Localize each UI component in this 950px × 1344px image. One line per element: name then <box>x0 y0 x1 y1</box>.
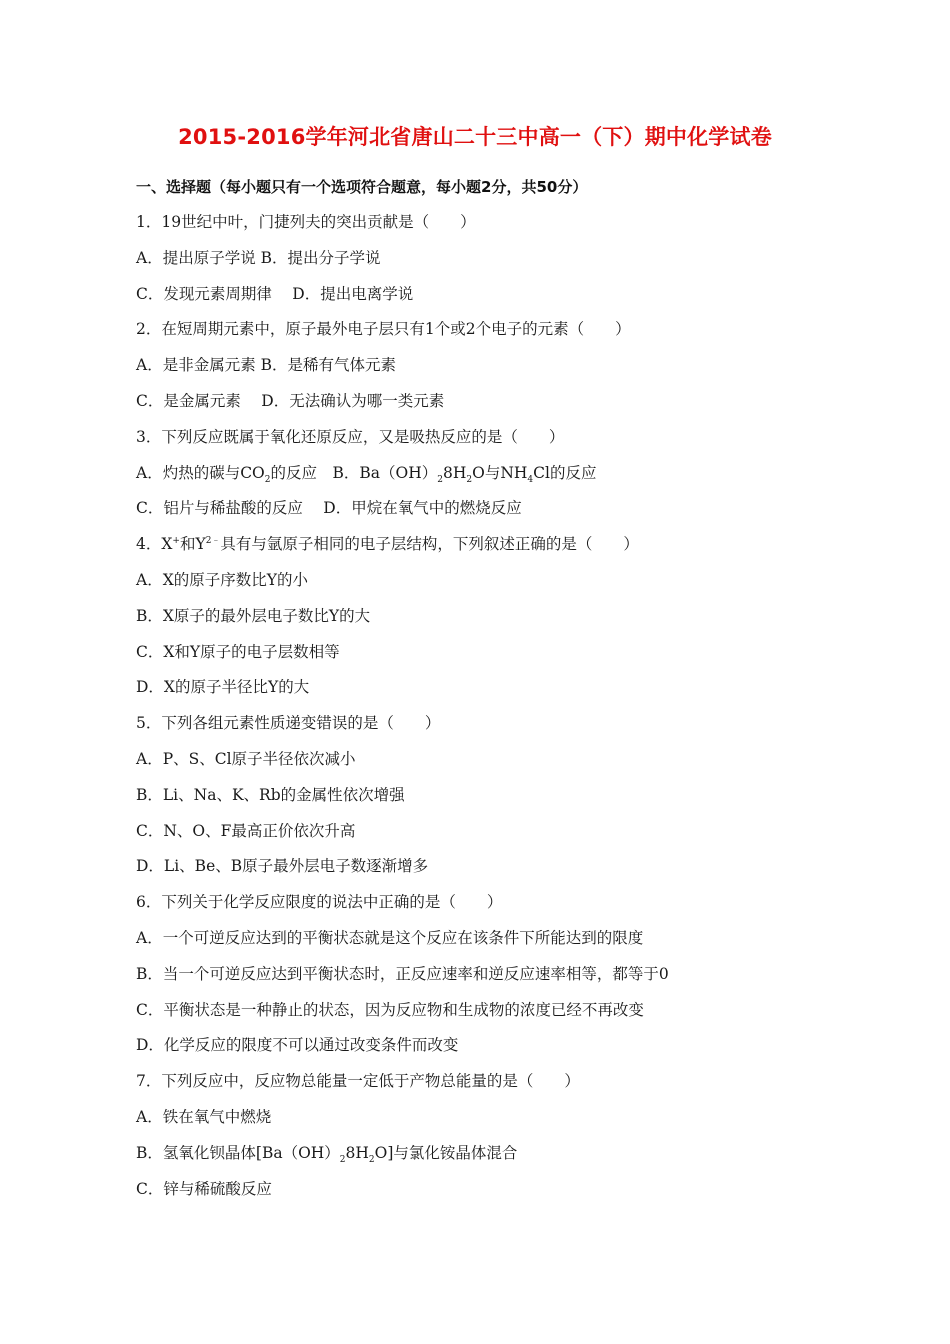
question-3-stem: 3．下列反应既属于氧化还原反应，又是吸热反应的是（ ） <box>136 427 565 446</box>
formula-text: O与NH <box>472 463 528 482</box>
question-6-option-b: B．当一个可逆反应达到平衡状态时，正反应速率和逆反应速率相等，都等于0 <box>136 964 669 983</box>
question-1-options-cd: C．发现元素周期律 D．提出电离学说 <box>136 284 414 303</box>
question-5-option-c: C．N、O、F最高正价依次升高 <box>136 821 356 840</box>
superscript: + <box>172 536 180 547</box>
formula-text: A．灼热的碳与CO <box>136 463 265 482</box>
subscript: 2 <box>437 474 443 485</box>
question-6-option-d: D．化学反应的限度不可以通过改变条件而改变 <box>136 1036 459 1055</box>
subscript: 2 <box>339 1154 346 1165</box>
question-6-option-c: C．平衡状态是一种静止的状态，因为反应物和生成物的浓度已经不再改变 <box>136 1000 644 1019</box>
formula-text: 8H <box>345 1143 369 1162</box>
formula-text: B．氢氧化钡晶体[Ba（OH） <box>136 1143 340 1162</box>
section-heading: 一、选择题（每小题只有一个选项符合题意，每小题2分，共50分） <box>136 178 588 196</box>
stem-text: 和Y <box>179 535 206 554</box>
question-4-stem <box>136 532 856 568</box>
question-1-options-ab: A．提出原子学说 B．提出分子学说 <box>136 248 381 267</box>
question-7-option-c: C．锌与稀硫酸反应 <box>136 1179 272 1198</box>
subscript: 2 <box>466 474 473 485</box>
question-4-option-a: A．X的原子序数比Y的小 <box>136 570 308 589</box>
formula-text: 的反应 B．Ba（OH） <box>270 463 438 482</box>
superscript: 2﹣ <box>205 536 221 547</box>
question-4-option-b: B．X原子的最外层电子数比Y的大 <box>136 606 371 625</box>
subscript: 2 <box>368 1154 375 1165</box>
question-2-options-cd: C．是金属元素 D．无法确认为哪一类元素 <box>136 391 445 410</box>
question-3-options-ab <box>136 461 856 497</box>
question-6-option-a: A．一个可逆反应达到的平衡状态就是这个反应在该条件下所能达到的限度 <box>136 928 644 947</box>
subscript: 4 <box>527 474 534 485</box>
formula-text: 8H <box>442 463 467 482</box>
subscript: 2 <box>264 474 271 485</box>
formula-text: O]与氯化铵晶体混合 <box>374 1143 518 1162</box>
question-7-option-b <box>136 1141 856 1177</box>
question-5-option-b: B．Li、Na、K、Rb的金属性依次增强 <box>136 785 405 804</box>
question-list <box>136 210 856 1212</box>
question-5-option-a: A．P、S、Cl原子半径依次减小 <box>136 749 356 768</box>
question-1-stem: 1．19世纪中叶，门捷列夫的突出贡献是（ ） <box>136 213 476 231</box>
exam-title: 2015-2016学年河北省唐山二十三中高一（下）期中化学试卷 <box>178 125 772 149</box>
question-2-options-ab: A．是非金属元素 B．是稀有气体元素 <box>136 356 397 375</box>
question-7-option-a: A．铁在氧气中燃烧 <box>136 1107 272 1126</box>
question-7-stem: 7．下列反应中，反应物总能量一定低于产物总能量的是（ ） <box>136 1072 580 1091</box>
question-4-option-d: D．X的原子半径比Y的大 <box>136 678 310 697</box>
question-2-stem: 2．在短周期元素中，原子最外电子层只有1个或2个电子的元素（ ） <box>136 320 631 339</box>
question-6-stem: 6．下列关于化学反应限度的说法中正确的是（ ） <box>136 893 503 912</box>
stem-text: 4．X <box>136 535 173 554</box>
question-4-option-c: C．X和Y原子的电子层数相等 <box>136 642 340 661</box>
formula-text: Cl的反应 <box>533 463 597 482</box>
question-5-stem: 5．下列各组元素性质递变错误的是（ ） <box>136 714 441 733</box>
question-3-options-cd: C．铝片与稀盐酸的反应 D．甲烷在氧气中的燃烧反应 <box>136 499 522 518</box>
question-5-option-d: D．Li、Be、B原子最外层电子数逐渐增多 <box>136 857 429 876</box>
stem-text: 具有与氩原子相同的电子层结构，下列叙述正确的是（ ） <box>220 535 639 554</box>
